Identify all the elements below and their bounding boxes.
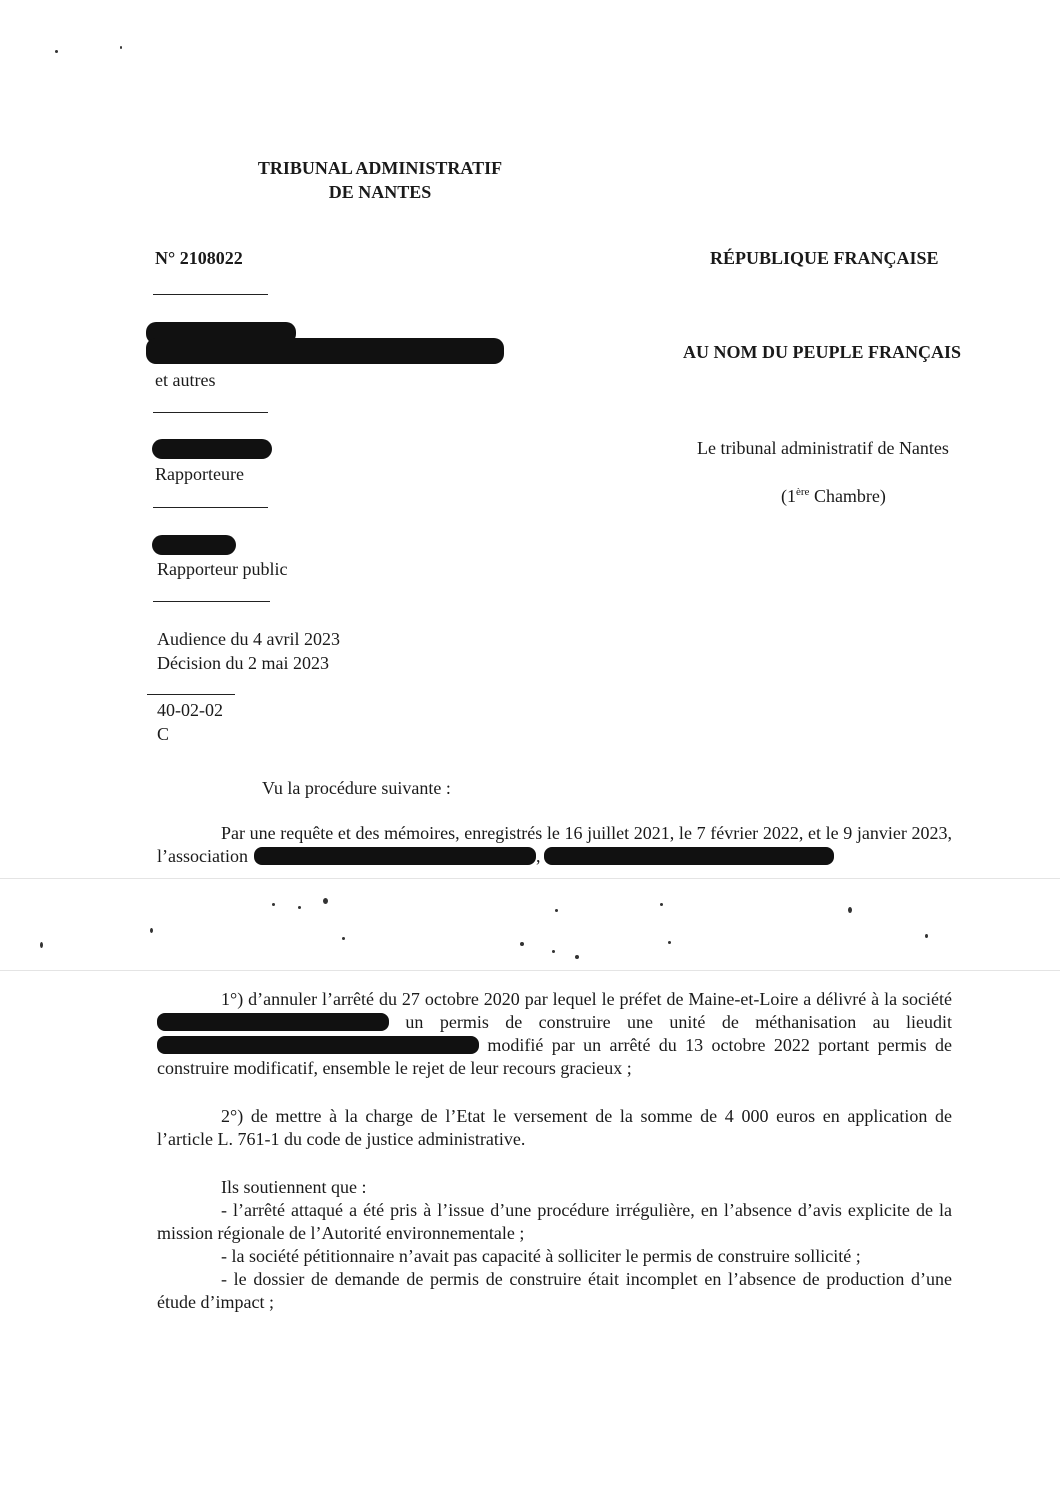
scan-speck (40, 942, 43, 948)
redacted-party-name (146, 338, 504, 364)
scan-speck (55, 50, 58, 53)
court-name-line2: DE NANTES (328, 182, 432, 202)
court-name-line1: TRIBUNAL ADMINISTRATIF (257, 158, 503, 178)
rapporteur-public-label: Rapporteur public (157, 559, 288, 579)
divider (153, 294, 268, 295)
paragraph-annulation-text-2: un permis de construire une unité de méthanisation au lieudit (405, 1012, 953, 1032)
tribunal-label: Le tribunal administratif de Nantes (697, 438, 949, 458)
court-name (210, 156, 550, 204)
scan-speck (575, 955, 579, 959)
scan-speck (120, 46, 122, 49)
divider (153, 507, 268, 508)
case-number: N° 2108022 (155, 248, 243, 268)
scan-speck (848, 907, 852, 913)
chambre-label (781, 484, 886, 508)
paragraph-request (157, 822, 952, 868)
divider (153, 601, 270, 602)
scan-speck (552, 950, 555, 953)
decision-date: Décision du 2 mai 2023 (157, 653, 329, 673)
paragraph-annulation-text-1: 1°) d’annuler l’arrêté du 27 octobre 2020 par lequel le préfet de Maine-et-Loire a délivré à la société (221, 989, 952, 1009)
scan-noise-band (0, 970, 1060, 971)
argument-item: - la société pétitionnaire n’avait pas capacité à solliciter le permis de construire sollicité ; (221, 1246, 861, 1266)
scan-speck (555, 909, 558, 912)
scan-speck (520, 942, 524, 946)
au-nom-heading: AU NOM DU PEUPLE FRANÇAIS (683, 342, 961, 362)
chambre-sup: ère (796, 486, 810, 498)
paragraph-annulation-text-3: modifié par un arrêté du 13 octobre 2022 portant permis de construire modificatif, ensemble le rejet de leur recours gracieux ; (157, 1035, 952, 1078)
paragraph-request-comma: , (535, 846, 541, 866)
redacted-company-name (157, 1013, 389, 1031)
scan-speck (323, 898, 328, 904)
scan-speck (272, 903, 275, 906)
et-autres-label: et autres (155, 370, 216, 390)
scan-speck (298, 906, 301, 909)
paragraph-request-text: Par une requête et des mémoires, enregistrés le 16 juillet 2021, le 7 février 2022, et le 9 janvier 2023, l’association (157, 823, 952, 866)
audience-date: Audience du 4 avril 2023 (157, 629, 340, 649)
redacted-rapporteur-public-name (152, 535, 236, 555)
classification-code: 40-02-02 (157, 700, 223, 720)
scan-speck (150, 928, 153, 933)
paragraph-costs: 2°) de mettre à la charge de l’Etat le versement de la somme de 4 000 euros en application de l’article L. 761-1 du code de justice administrative. (157, 1106, 952, 1149)
divider (147, 694, 235, 695)
redacted-rapporteure-name (152, 439, 272, 459)
argument-item: - le dossier de demande de permis de construire était incomplet en l’absence de production d’une étude d’impact ; (157, 1269, 952, 1312)
paragraph-annulation (157, 988, 952, 1080)
redacted-association-name (254, 847, 536, 865)
chambre-rest: Chambre) (809, 486, 886, 506)
scan-speck (925, 934, 928, 938)
argument-item: - l’arrêté attaqué a été pris à l’issue d’une procédure irrégulière, en l’absence d’avis explicite de la mission régionale de l’Autorité environnementale ; (157, 1200, 952, 1243)
scan-speck (660, 903, 663, 906)
redacted-association-address (544, 847, 834, 865)
republic-heading: RÉPUBLIQUE FRANÇAISE (710, 248, 939, 268)
scan-speck (668, 941, 671, 944)
divider (153, 412, 268, 413)
publication-letter: C (157, 724, 170, 744)
chambre-number: (1 (781, 486, 796, 506)
redacted-locality-name (157, 1036, 479, 1054)
rapporteure-label: Rapporteure (155, 464, 244, 484)
paragraph-arguments-intro: Ils soutiennent que : (221, 1177, 367, 1197)
procedure-heading: Vu la procédure suivante : (262, 778, 451, 798)
scan-noise-band (0, 878, 1060, 879)
scan-speck (342, 937, 345, 940)
